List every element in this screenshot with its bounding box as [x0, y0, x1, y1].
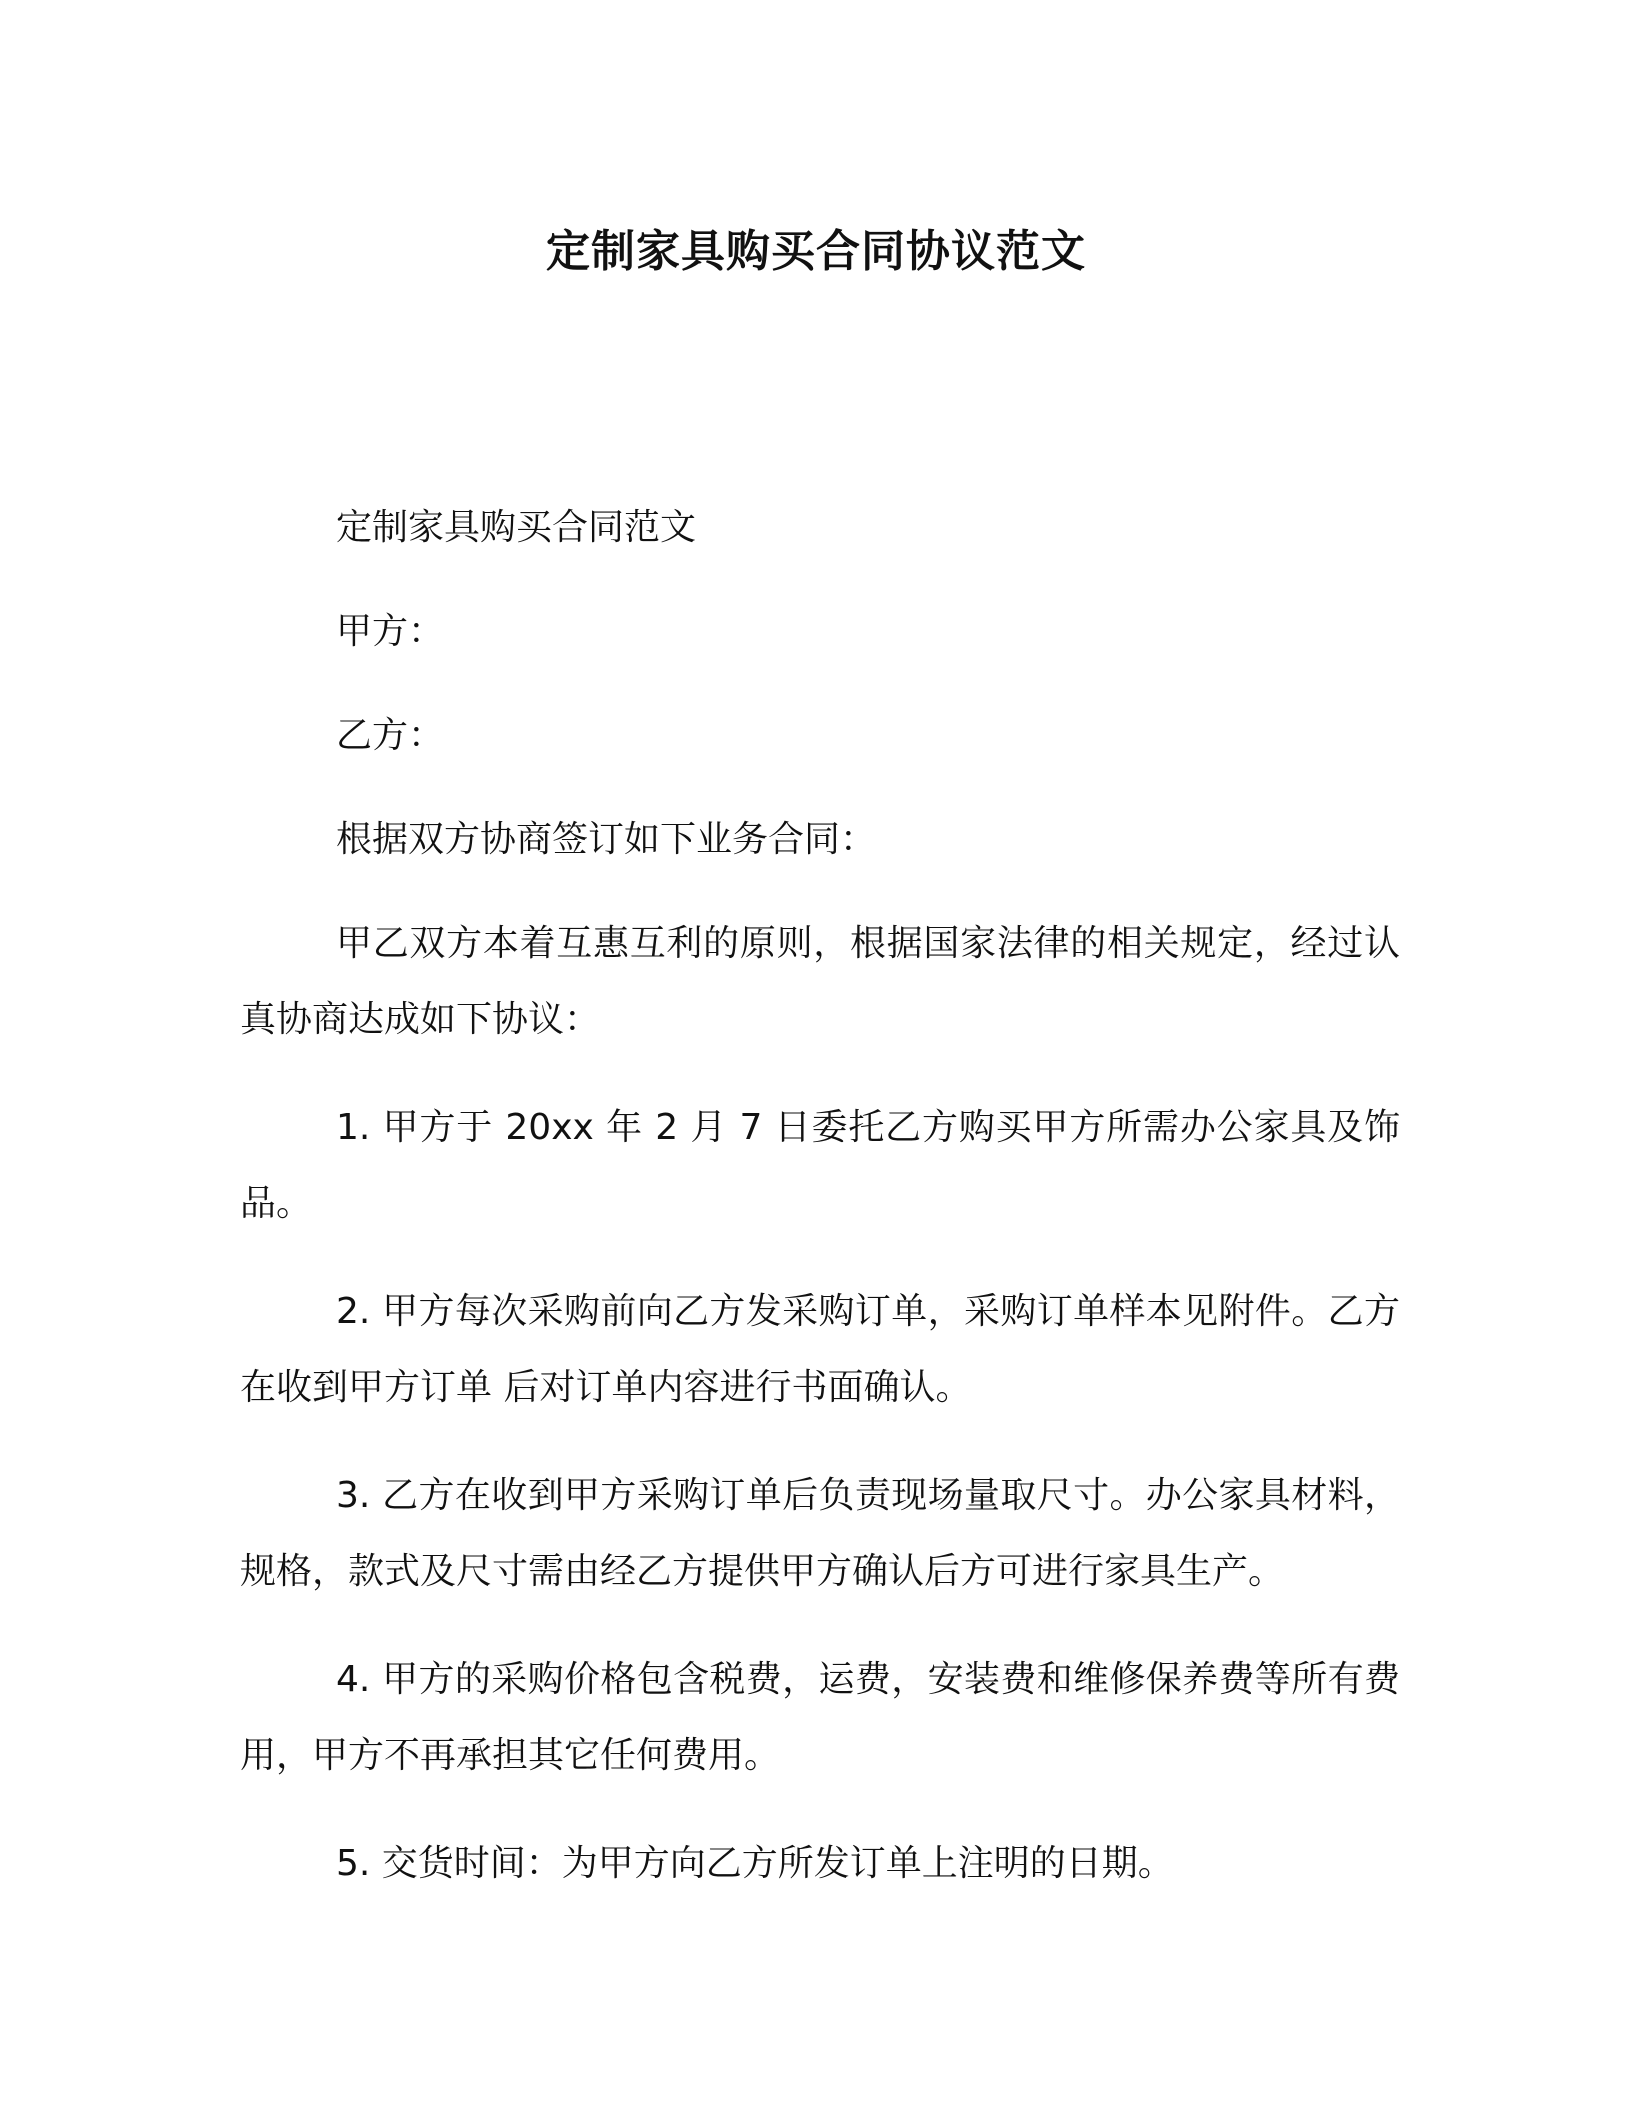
document-title: 定制家具购买合同协议范文	[546, 226, 1086, 277]
clause-5	[240, 1826, 1400, 1902]
paragraph-party-b	[240, 698, 1400, 774]
clause-5-text: 5. 交货时间：为甲方向乙方所发订单上注明的日期。	[336, 1843, 1174, 1884]
subtitle-text: 定制家具购买合同范文	[336, 507, 697, 548]
clause-1	[240, 1090, 1400, 1242]
party-a-label: 甲方：	[336, 611, 445, 652]
intro-text: 甲乙双方本着互惠互利的原则，根据国家法律的相关规定，经过认真协商达成如下协议：	[240, 923, 1400, 1040]
clause-2	[240, 1274, 1400, 1426]
paragraph-intro	[240, 906, 1400, 1058]
clause-3	[240, 1458, 1400, 1610]
party-b-label: 乙方：	[336, 715, 445, 756]
paragraph-party-a	[240, 594, 1400, 670]
basis-text: 根据双方协商签订如下业务合同：	[336, 819, 877, 860]
clause-1-text: 1. 甲方于 20xx 年 2 月 7 日委托乙方购买甲方所需办公家具及饰品。	[240, 1107, 1400, 1224]
clause-4-text: 4. 甲方的采购价格包含税费，运费，安装费和维修保养费等所有费用，甲方不再承担其它任何费用。	[240, 1659, 1400, 1776]
clause-2-text: 2. 甲方每次采购前向乙方发采购订单，采购订单样本见附件。乙方在收到甲方订单 后对订单内容进行书面确认。	[240, 1291, 1400, 1408]
paragraph-basis	[240, 802, 1400, 878]
clause-3-text: 3. 乙方在收到甲方采购订单后负责现场量取尺寸。办公家具材料，规格，款式及尺寸需由经乙方提供甲方确认后方可进行家具生产。	[240, 1475, 1400, 1592]
paragraph-subtitle	[240, 490, 1400, 566]
clause-4	[240, 1642, 1400, 1794]
